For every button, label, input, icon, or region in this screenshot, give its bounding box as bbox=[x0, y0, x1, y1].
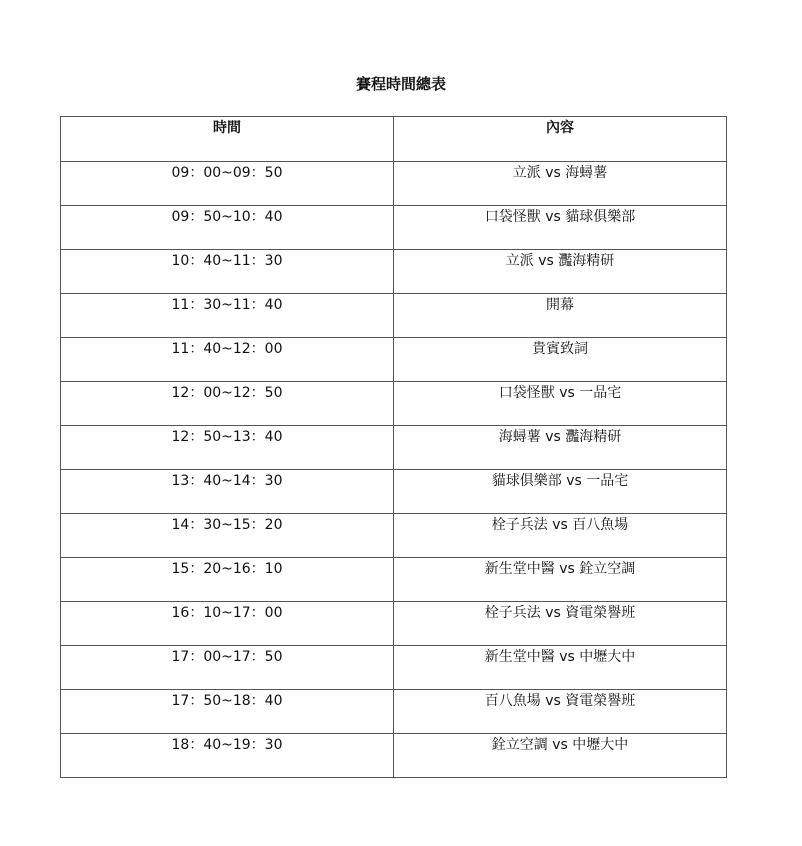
content-cell: 新生堂中醫 vs 銓立空調 bbox=[394, 558, 727, 602]
table-row bbox=[61, 558, 727, 602]
content-cell: 口袋怪獸 vs 一品宅 bbox=[394, 382, 727, 426]
content-cell: 栓子兵法 vs 資電榮譽班 bbox=[394, 602, 727, 646]
content-cell: 新生堂中醫 vs 中壢大中 bbox=[394, 646, 727, 690]
page-title: 賽程時間總表 bbox=[355, 75, 446, 93]
time-cell: 09：50~10：40 bbox=[61, 206, 394, 250]
table-row bbox=[61, 206, 727, 250]
time-cell: 10：40~11：30 bbox=[61, 250, 394, 294]
table-row bbox=[61, 690, 727, 734]
content-cell: 開幕 bbox=[394, 294, 727, 338]
content-cell: 栓子兵法 vs 百八魚場 bbox=[394, 514, 727, 558]
table-row bbox=[61, 602, 727, 646]
schedule-table bbox=[60, 116, 727, 778]
table-row bbox=[61, 646, 727, 690]
table-row bbox=[61, 426, 727, 470]
time-cell: 11：40~12：00 bbox=[61, 338, 394, 382]
table-row bbox=[61, 382, 727, 426]
content-cell: 銓立空調 vs 中壢大中 bbox=[394, 734, 727, 778]
content-cell: 海蟳薯 vs 灩海精研 bbox=[394, 426, 727, 470]
content-cell: 立派 vs 海蟳薯 bbox=[394, 162, 727, 206]
table-row bbox=[61, 162, 727, 206]
table-row bbox=[61, 294, 727, 338]
time-cell: 14：30~15：20 bbox=[61, 514, 394, 558]
time-cell: 12：00~12：50 bbox=[61, 382, 394, 426]
time-cell: 17：50~18：40 bbox=[61, 690, 394, 734]
column-header-time: 時間 bbox=[61, 117, 394, 162]
column-header-content: 內容 bbox=[394, 117, 727, 162]
time-cell: 15：20~16：10 bbox=[61, 558, 394, 602]
time-cell: 18：40~19：30 bbox=[61, 734, 394, 778]
time-cell: 17：00~17：50 bbox=[61, 646, 394, 690]
table-row bbox=[61, 470, 727, 514]
table-row bbox=[61, 250, 727, 294]
content-cell: 立派 vs 灩海精研 bbox=[394, 250, 727, 294]
table-header-row bbox=[61, 117, 727, 162]
content-cell: 貓球俱樂部 vs 一品宅 bbox=[394, 470, 727, 514]
table-row bbox=[61, 514, 727, 558]
table-row bbox=[61, 734, 727, 778]
table-row bbox=[61, 338, 727, 382]
time-cell: 12：50~13：40 bbox=[61, 426, 394, 470]
time-cell: 13：40~14：30 bbox=[61, 470, 394, 514]
content-cell: 口袋怪獸 vs 貓球俱樂部 bbox=[394, 206, 727, 250]
time-cell: 11：30~11：40 bbox=[61, 294, 394, 338]
content-cell: 百八魚場 vs 資電榮譽班 bbox=[394, 690, 727, 734]
time-cell: 09：00~09：50 bbox=[61, 162, 394, 206]
content-cell: 貴賓致詞 bbox=[394, 338, 727, 382]
time-cell: 16：10~17：00 bbox=[61, 602, 394, 646]
